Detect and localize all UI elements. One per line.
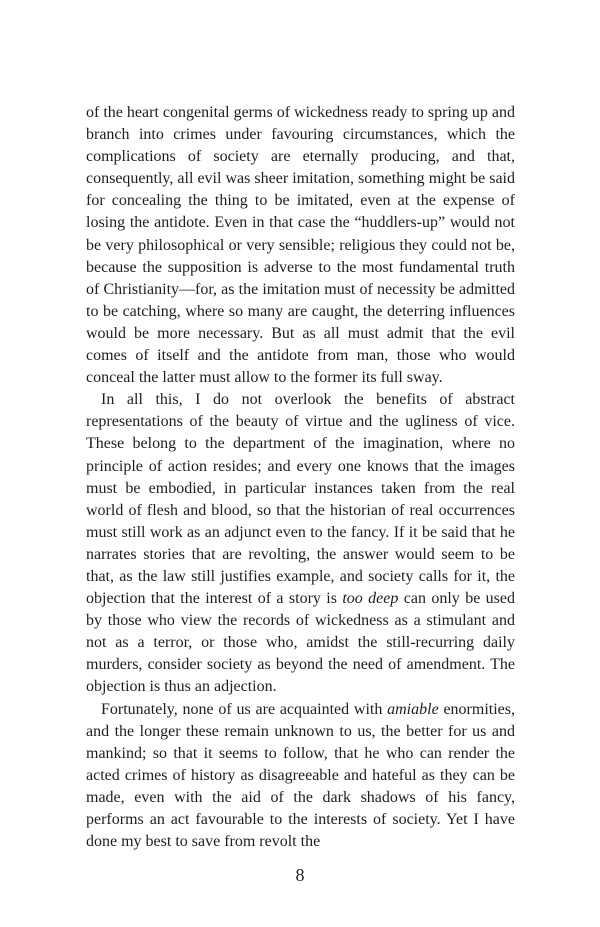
- paragraph-3: [86, 699, 515, 854]
- paragraph-1-text: of the heart congenital germs of wickedness ready to spring up and branch into crimes under favouring circumstances, which the complications of society are eternally producing, and that, consequently, all evil was sheer imitation, something might be said for concealing the thing to be imitated, even at the expense of losing the antidote. Even in that case the “huddlers-up” would not be very philosophical or very sensible; religious they could not be, because the supposition is adverse to the most fundamental truth of Christianity—for, as the imitation must of necessity be admitted to be catching, where so many are caught, the deterring influences would be more necessary. But as all must admit that the evil comes of itself and the antidote from man, those who would conceal the latter must allow to the former its full sway.: [86, 104, 515, 387]
- paragraph-3-text-end: enormities, and the longer these remain unknown to us, the better for us and mankind; so that it seems to follow, that he who can render the acted crimes of history as disagreeable and hateful as they can be made, even with the aid of the dark shadows of his fancy, performs an act favourable to the interests of society. Yet I have done my best to save from revolt the: [86, 700, 515, 851]
- emphasis-too-deep: too deep: [342, 590, 399, 608]
- paragraph-2: [86, 389, 515, 698]
- page-number: 8: [295, 865, 305, 885]
- paragraph-1: [86, 102, 515, 389]
- page-text: [86, 102, 515, 853]
- paragraph-3-text-start: Fortunately, none of us are acquainted with: [101, 700, 388, 718]
- paragraph-2-text-end: can only be used by those who view the records of wickedness as a stimulant and not as a terror, or those who, amidst the still-recurring daily murders, consider society as beyond the need of amendment. The objection is thus an adjection.: [86, 590, 516, 696]
- paragraph-2-text-start: In all this, I do not overlook the benefits of abstract representations of the beauty of virtue and the ugliness of vice. These belong to the department of the imagination, where no principle of action resides; and every one knows that the images must be embodied, in particular instances taken from the real world of flesh and blood, so that the historian of real occurrences must still work as an adjunct even to the fancy. If it be said that he narrates stories that are revolting, the answer would seem to be that, as the law still justifies example, and society calls for it, the objection that the interest of a story is: [86, 391, 515, 608]
- emphasis-amiable: amiable: [387, 700, 439, 718]
